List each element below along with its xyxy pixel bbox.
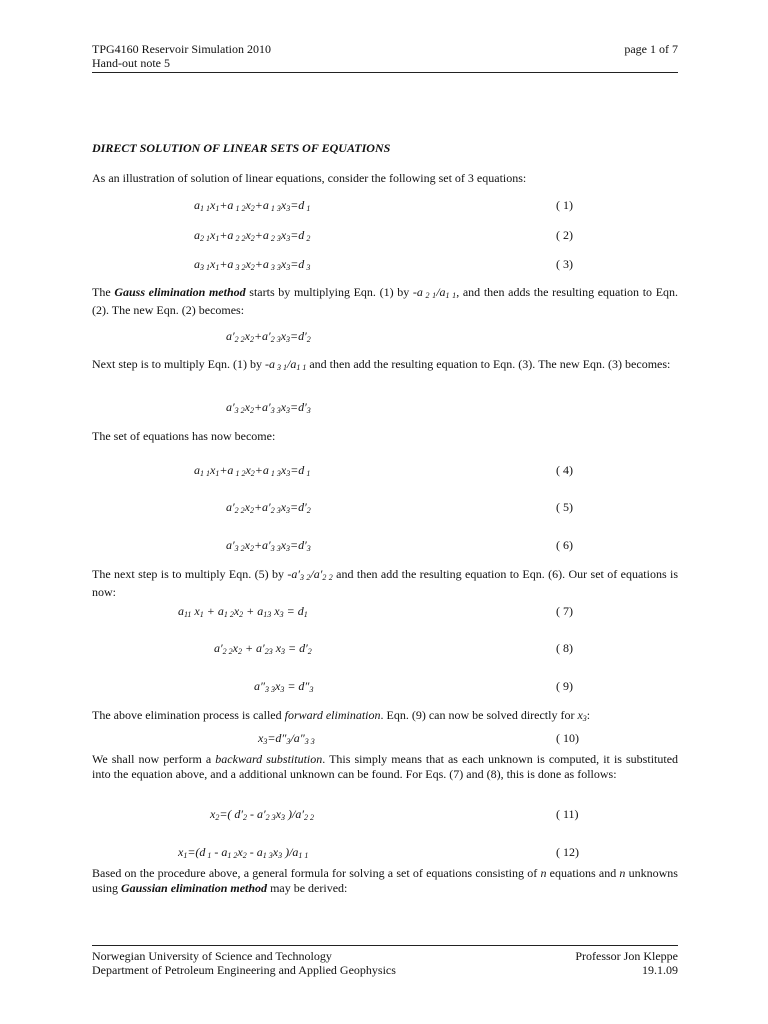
equation-number-6: ( 6): [556, 538, 573, 552]
general-formula-paragraph: Based on the procedure above, a general formula for solving a set of equations consisting of n equations and n unknowns using Gaussian elimination method may be derived:: [92, 866, 678, 895]
page-number: page 1 of 7: [624, 42, 678, 56]
equation-1: $a_{1 1}x_1+a$ $_{1 2}x_2+a$ $_{1 3}x_3=d$ $_1$: [194, 198, 311, 213]
backward-substitution-term: backward substitution: [215, 752, 323, 766]
header-divider: [92, 72, 678, 73]
equation-number-12: ( 12): [556, 845, 579, 859]
handout-note: Hand-out note 5: [92, 56, 170, 70]
intro-paragraph: As an illustration of solution of linear equations, consider the following set of 3 equations:: [92, 171, 527, 185]
gauss-term: Gauss elimination method: [114, 285, 246, 299]
course-title: TPG4160 Reservoir Simulation 2010: [92, 42, 271, 56]
equation-number-9: ( 9): [556, 679, 573, 693]
gauss-paragraph: The Gauss elimination method starts by multiplying Eqn. (1) by -a $_{2 1}/a_{1 1}$, and then adds the resulting equation to Eqn. (2). The new Eqn. (2) becomes:: [92, 285, 679, 317]
equation-11: $x_2=$( $d'_2 - a'_{2 3}x_3$ )$/a'_{2 2}$: [210, 807, 314, 822]
equation-3: $a_{3 1}x_1+a$ $_{3 2}x_2+a$ $_{3 3}x_3=d$ $_3$: [194, 257, 311, 272]
page-header: [92, 42, 678, 70]
document-date: 19.1.09: [642, 963, 678, 977]
footer-divider: [92, 945, 678, 946]
equation-number-7: ( 7): [556, 604, 573, 618]
backward-substitution-paragraph: We shall now perform a backward substitution. This simply means that as each unknown is computed, it is substituted into the equation above, and a additional unknown can be found. For Eqs. (7) and (8), this is done as follows:: [92, 752, 679, 781]
equation-8: $a'_{2 2}x_2 + a'_{23}$ $x_3 = d'_2$: [214, 641, 312, 656]
equation-12: $x_1=(d$ $_1 - a_{1 2}x_2 - a_{1 3}x_3$ )$/a_{1 1}$: [178, 845, 309, 860]
next-step-paragraph-2: The next step is to multiply Eqn. (5) by $-a'_{3 2}/a'_{2 2}$ and then add the resulting equation to Eqn. (6). Our set of equations is now:: [92, 567, 679, 599]
forward-elimination-term: forward elimination: [284, 708, 381, 722]
equation-2: $a_{2 1}x_1+a$ $_{2 2}x_2+a$ $_{2 3}x_3=d$ $_2$: [194, 228, 311, 243]
equation-number-1: ( 1): [556, 198, 573, 212]
equation-number-10: ( 10): [556, 731, 579, 745]
equation-number-11: ( 11): [556, 807, 579, 821]
section-title: DIRECT SOLUTION OF LINEAR SETS OF EQUATIONS: [92, 141, 391, 155]
equation-10: $x_3=d''_3/a''_{3 3}$: [258, 731, 315, 746]
equation-number-5: ( 5): [556, 500, 573, 514]
equation-5: $a'_{2 2}x_2+a'_{2 3}x_3=d'_2$: [226, 500, 311, 515]
equation-number-2: ( 2): [556, 228, 573, 242]
set-paragraph: The set of equations has now become:: [92, 429, 276, 443]
equation-number-3: ( 3): [556, 257, 573, 271]
equation-6: $a'_{3 2}x_2+a'_{3 3}x_3=d'_3$: [226, 538, 311, 553]
equation-4: $a_{1 1}x_1+a$ $_{1 2}x_2+a$ $_{1 3}x_3=d$ $_1$: [194, 463, 311, 478]
new-equation-2: $a'_{2 2}x_2+a'_{2 3}x_3=d'_2$: [226, 329, 311, 344]
page-footer: [92, 949, 678, 977]
department-name: Department of Petroleum Engineering and Applied Geophysics: [92, 963, 396, 977]
next-step-paragraph: Next step is to multiply Eqn. (1) by -a $_{3 1}/a_{1 1}$ and then add the resulting equation to Eqn. (3). The new Eqn. (3) becomes:: [92, 357, 671, 372]
new-equation-3: $a'_{3 2}x_2+a'_{3 3}x_3=d'_3$: [226, 400, 311, 415]
equation-number-8: ( 8): [556, 641, 573, 655]
forward-elimination-paragraph: The above elimination process is called forward elimination. Eqn. (9) can now be solved directly for $x_3$:: [92, 708, 591, 723]
equation-number-4: ( 4): [556, 463, 573, 477]
equation-7: $a_{11}$ $x_1 + a_{1 2}x_2 + a_{13}$ $x_3 = d_1$: [178, 604, 308, 619]
equation-9: $a''_{3 3}x_3 = d''_3$: [254, 679, 314, 694]
author-name: Professor Jon Kleppe: [575, 949, 678, 963]
university-name: Norwegian University of Science and Technology: [92, 949, 332, 963]
gaussian-elimination-term: Gaussian elimination method: [121, 881, 268, 895]
